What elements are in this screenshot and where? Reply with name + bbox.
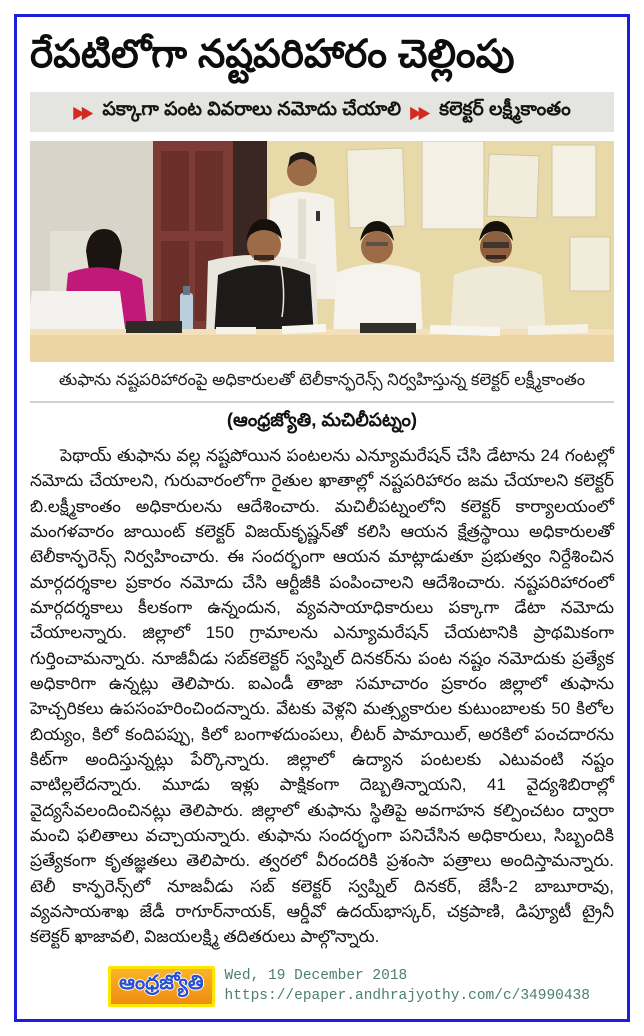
press-conference-photo: [30, 141, 614, 362]
laptop: [30, 291, 126, 335]
page-title: రేపటిలోగా నష్టపరిహారం చెల్లింపు: [30, 33, 515, 76]
subheadline-bar: [30, 92, 614, 132]
subheadline-text-2: కలెక్టర్ లక్ష్మీకాంతం: [439, 98, 571, 120]
double-arrow-icon: ▶▶: [73, 102, 91, 123]
files-dark: [126, 321, 182, 333]
photo-illustration: [30, 141, 614, 362]
article-figure: [30, 141, 614, 391]
source-footer: [108, 966, 614, 1007]
caption-divider: [30, 401, 614, 403]
article-body: పెథాయ్ తుఫాను వల్ల నష్టపోయిన పంటలను ఎన్యూమరేషన్ చేసి డేటాను 24 గంటల్లో నమోదు చేయాలని, గురువారంలోగా రైతుల ఖాతాల్లో నష్టపరిహారం జమ చేయాలని కలెక్టర్ బి.లక్ష్మీకాంతం అధికారులను ఆదేశించారు. మచిలీపట్నంలోని కలెక్టర్ కార్యాలయంలో మంగళవారం జాయింట్ కలెక్టర్ విజయ్‌కృష్ణన్‌తో కలిసి ఆయన క్షేత్రస్థాయి అధికారులతో టెలీకాన్ఫరెన్స్ నిర్వహించారు. ఈ సందర్భంగా ఆయన మాట్లాడుతూ ప్రభుత్వం నిర్దేశించిన మార్గదర్శకాల ప్రకారం నమోదు చేసి ఆర్టీజీకి పంపించాలని ఆదేశించారు. నష్టపరిహారంలో మార్గదర్శకాలు కీలకంగా ఉన్నందున, వ్యవసాయాధికారులు పక్కాగా డేటా నమోదు చేయాలన్నారు. జిల్లాలో 150 గ్రామాలను ఎన్యూమరేషన్ చేయటానికి ప్రాథమికంగా గుర్తించామన్నారు. నూజీవీడు సబ్‌కలెక్టర్ స్వప్నిల్ దినకర్‌ను పంట నష్టం నమోదుకు ప్రత్యేక అధికారిగా ఉన్నట్లు తెలిపారు. ఐఎండీ తాజా సమాచారం ప్రకారం జిల్లాలో తుఫాను హెచ్చరికలు ఉపసంహరించిందన్నారు. వేటకు వెళ్లని మత్స్యకారుల కుటుంబాలకు 50 కిలోల బియ్యం, కిలో కందిపప్పు, కిలో బంగాళదుంపలు, లీటర్ పామాయిల్, అరకిలో పంచదారను కిట్‌గా అందిస్తున్నట్లు పేర్కొన్నారు. జిల్లాలో ఉద్యాన పంటలకు ఎటువంటి నష్టం వాటిల్లలేదన్నారు. మూడు ఇళ్లు పాక్షికంగా దెబ్బతిన్నాయని, 41 వైద్యశిబిరాల్లో వైద్యసేవలందించినట్లు తెలిపారు. జిల్లాలో తుఫాను స్థితిపై అవగాహన కల్పించటం ద్వారా మంచి ఫలితాలు వచ్చాయన్నారు. తుఫాను సందర్భంగా పనిచేసిన అధికారులు, సిబ్బందికి ప్రత్యేకంగా కృతజ్ఞతలు తెలిపారు. త్వరలో వీరందరికి ప్రశంసా పత్రాలు అందిస్తామన్నారు. టెలీ కాన్ఫరెన్స్‌లో నూజవీడు సబ్ కలెక్టర్ స్వప్నిల్ దినకర్, జేసీ-2 బాబూరావు, వ్యవసాయశాఖ జేడీ రాగూర్‌నాయక్, ఆర్డీవో ఉదయ్‌భాస్కర్, చక్రపాణి, డిప్యూటీ ట్రైనీ కలెక్టర్ ఖాజావలి, విజయలక్ష్మి తదితరులు పాల్గొన్నారు.: [30, 446, 614, 947]
double-arrow-icon: ▶▶: [410, 102, 428, 123]
footer-meta: [225, 966, 590, 1007]
photo-caption: తుఫాను నష్టపరిహారంపై అధికారులతో టెలీకాన్ఫరెన్స్ నిర్వహిస్తున్న కలెక్టర్ లక్ష్మీకాంతం: [58, 370, 586, 389]
andhrajyothy-logo: ఆంధ్రజ్యోతి: [108, 966, 215, 1007]
epaper-url-link[interactable]: https://epaper.andhrajyothy.com/c/34990438: [224, 988, 590, 1005]
subheadline-text-1: పక్కాగా పంట వివరాలు నమోదు చేయాలి: [102, 98, 402, 120]
dateline: (ఆంధ్రజ్యోతి, మచిలీపట్నం): [226, 409, 418, 431]
publication-date: Wed, 19 December 2018: [224, 967, 408, 984]
newspaper-clipping: [14, 14, 630, 1022]
